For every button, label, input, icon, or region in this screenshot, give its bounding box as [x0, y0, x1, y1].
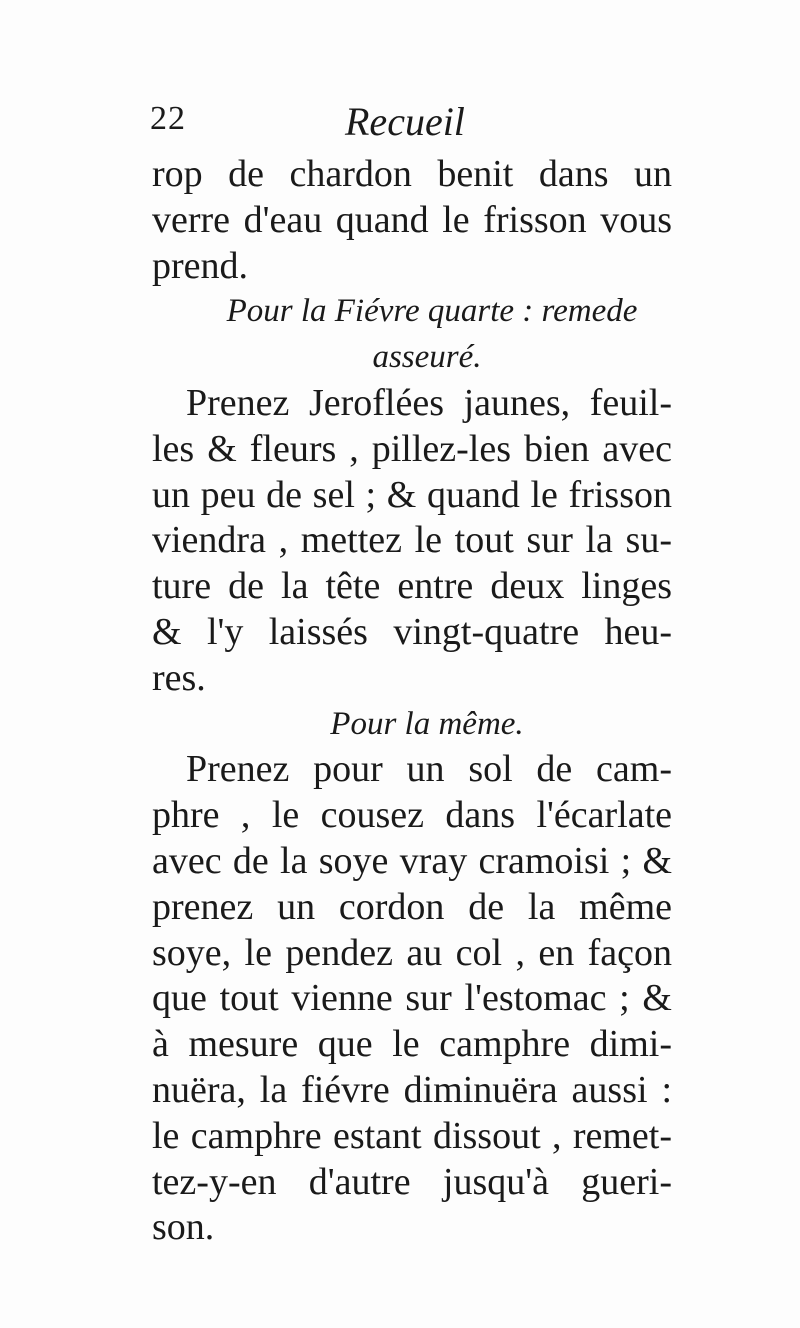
text-line: phre , le cousez dans l'écarlate — [152, 794, 672, 837]
text-line: prend. — [152, 244, 249, 287]
text-line: que tout vienne sur l'estomac ; & — [152, 977, 672, 1020]
text-line: avec de la soye vray cramoisi ; & — [152, 839, 672, 882]
body-text — [152, 152, 672, 1251]
text-line: viendra , mettez le tout sur la su- — [152, 519, 672, 562]
text-line: à mesure que le camphre dimi- — [152, 1023, 672, 1066]
text-line: prenez un cordon de la même — [152, 885, 672, 928]
text-line: rop de chardon benit dans un — [152, 153, 672, 195]
text-line: un peu de sel ; & quand le frisson — [152, 473, 672, 516]
text-line: son. — [152, 1206, 215, 1249]
text-line: les & fleurs , pillez-les bien avec — [152, 427, 672, 470]
page-number: 22 — [150, 100, 186, 137]
running-head: Recueil — [345, 99, 465, 144]
text-line: le camphre estant dissout , remet- — [152, 1114, 672, 1157]
section-heading: Pour la Fiévre quarte : remede — [226, 293, 638, 330]
text-line: nuëra, la fiévre diminuëra aussi : — [152, 1068, 672, 1111]
text-line: tez-y-en d'autre jusqu'à gueri- — [152, 1160, 672, 1203]
text-line: & l'y laissés vingt-quatre heu- — [152, 610, 672, 653]
text-line: res. — [152, 656, 206, 699]
page-header — [150, 100, 670, 150]
section-heading: Pour la même. — [330, 705, 524, 742]
text-line: soye, le pendez au col , en façon — [152, 931, 672, 974]
section-heading: asseuré. — [372, 339, 482, 376]
paragraph-first-line: Prenez Jeroflées jaunes, feuil- — [186, 381, 672, 424]
text-line: ture de la tête entre deux linges — [152, 565, 672, 608]
paragraph-first-line: Prenez pour un sol de cam- — [186, 748, 672, 791]
text-line: verre d'eau quand le frisson vous — [152, 198, 672, 241]
